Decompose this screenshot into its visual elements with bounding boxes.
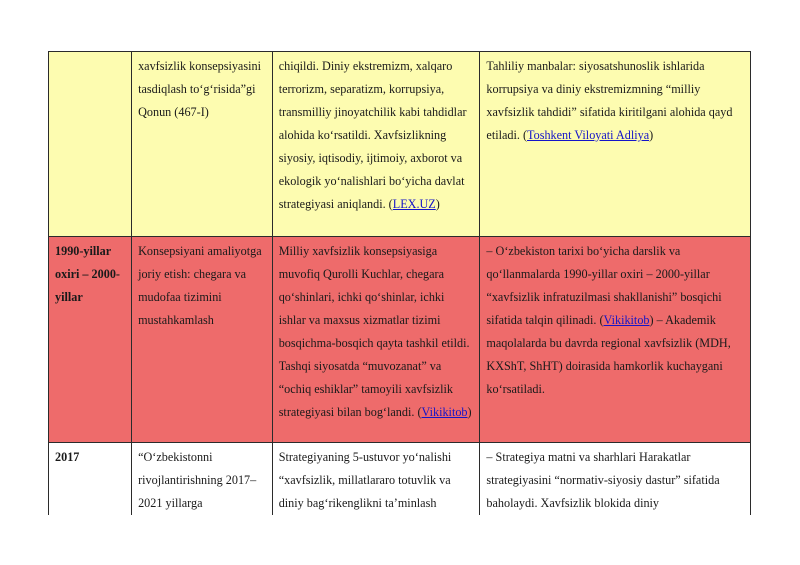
content-text: Strategiyaning 5-ustuvor yo‘nalishi “xavfsizlik, millatlararo totuvlik va diniy bag‘rikenglikni ta’minlash — [278, 450, 452, 510]
analysis-text: – O‘zbekiston tarixi bo‘yicha darslik va qo‘llanmalarda 1990-yillar oxiri – 2000-yillar “xavfsizlik infratuzilmasi shakllanishi” bosqichi sifatida talqin qilinadi. ( — [486, 244, 722, 327]
period-text: 2017 — [55, 450, 80, 464]
source-link[interactable]: Vikikitob — [421, 405, 468, 419]
document-text: “O‘zbekistonni rivojlantirishning 2017–2021 yillarga — [138, 450, 257, 510]
table-row — [49, 443, 751, 516]
analysis-cell — [480, 52, 751, 237]
analysis-text: Tahliliy manbalar: siyosatshunoslik ishlarida korrupsiya va diniy ekstremizmning “milliy xavfsizlik tahdidi” sifatida kiritilgani alohida qayd etiladi. ( — [486, 59, 733, 142]
document-cell — [132, 237, 273, 443]
table-row — [49, 52, 751, 237]
period-cell — [49, 237, 132, 443]
content-cell — [272, 237, 480, 443]
document-text: xavfsizlik konsepsiyasini tasdiqlash to‘g‘risida”gi Qonun (467-I) — [138, 59, 261, 119]
document-cell — [132, 443, 273, 516]
content-after-text: ) — [467, 405, 472, 419]
analysis-after-text: ) — [649, 128, 654, 142]
period-text: 1990-yillar oxiri – 2000-yillar — [55, 244, 120, 304]
content-after-text: ) — [435, 197, 440, 211]
document-cell — [132, 52, 273, 237]
period-cell — [49, 52, 132, 237]
table-row — [49, 237, 751, 443]
analysis-source-link[interactable]: Vikikitob — [603, 313, 650, 327]
content-text: Milliy xavfsizlik konsepsiyasiga muvofiq Qurolli Kuchlar, chegara qo‘shinlari, ichki qo‘shinlar, ichki ishlar va maxsus xizmatlar tizimi bosqichma-bosqich qayta tashkil etildi. Tashqi siyosatda “muvozanat” va “ochiq eshiklar” tamoyili xavfsizlik strategiyasi bilan bog‘landi. ( — [278, 244, 470, 419]
content-cell — [272, 52, 480, 237]
document-text: Konsepsiyani amaliyotga joriy etish: chegara va mudofaa tizimini mustahkamlash — [138, 244, 262, 327]
analysis-cell — [480, 237, 751, 443]
period-cell — [49, 443, 132, 516]
content-cell — [272, 443, 480, 516]
analysis-source-link[interactable]: Toshkent Viloyati Adliya — [527, 128, 650, 142]
analysis-text: – Strategiya matni va sharhlari Harakatlar strategiyasini “normativ-siyosiy dastur” sifatida baholaydi. Xavfsizlik blokida diniy — [486, 450, 720, 510]
content-text: chiqildi. Diniy ekstremizm, xalqaro terrorizm, separatizm, korrupsiya, transmilliy jinoyatchilik kabi tahdidlar alohida ko‘rsatildi. Xavfsizlikning siyosiy, iqtisodiy, ijtimoiy, axborot va ekologik yo‘nalishlari bo‘yicha davlat strategiyasi aniqlandi. ( — [278, 59, 467, 211]
history-table — [48, 51, 751, 515]
source-link[interactable]: LEX.UZ — [392, 197, 436, 211]
analysis-after-text: ) – Akademik maqolalarda bu davrda regional xavfsizlik (MDH, KXShT, ShHT) doirasida hamkorlik kuchaygani ko‘rsatiladi. — [486, 313, 731, 396]
analysis-cell — [480, 443, 751, 516]
